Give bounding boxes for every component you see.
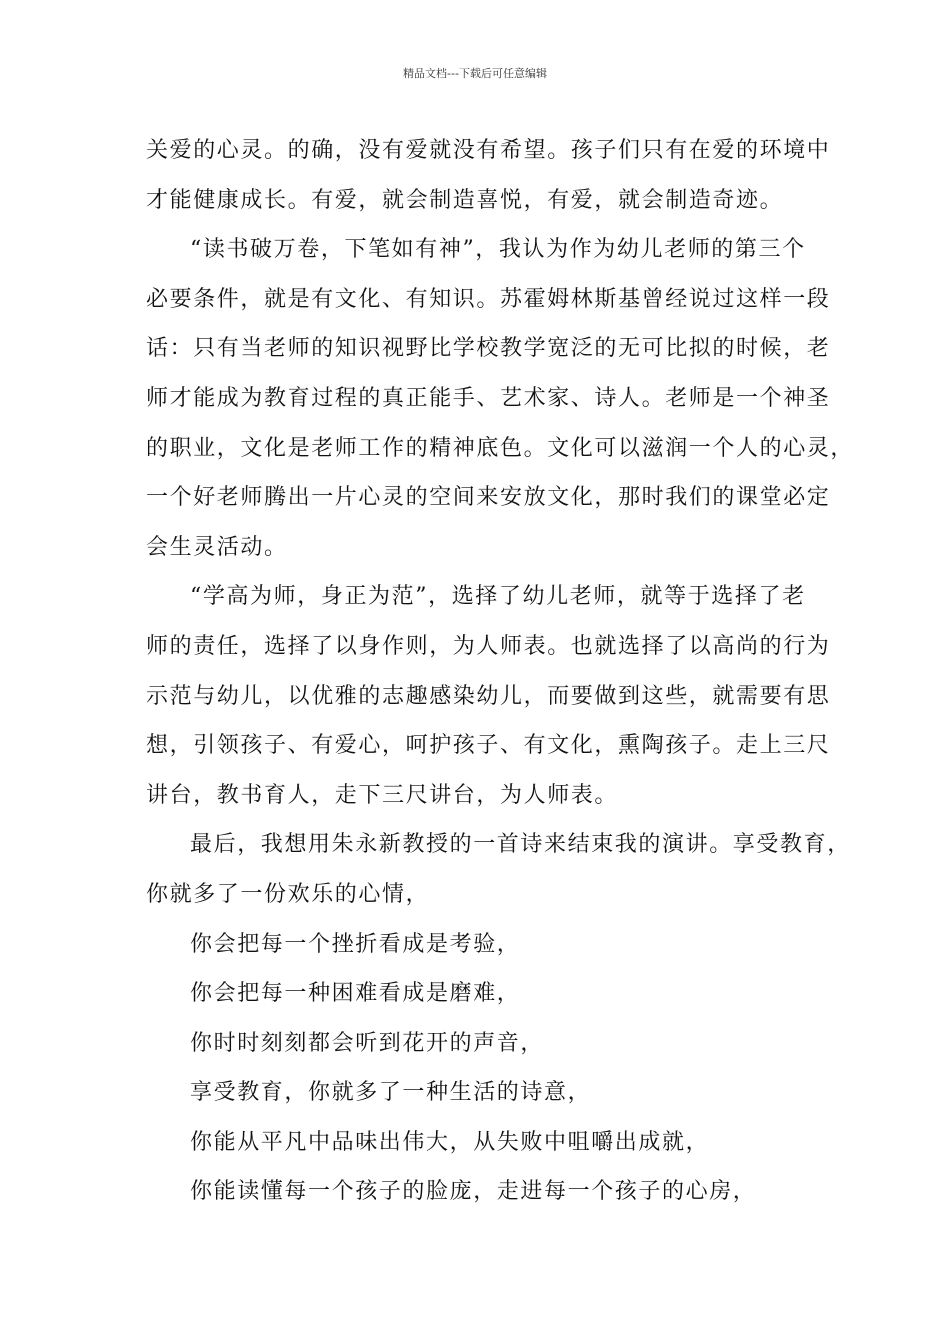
text-line: 想，引领孩子、有爱心，呵护孩子、有文化，熏陶孩子。走上三尺 [146,733,831,759]
text-line: 关爱的心灵。的确，没有爱就没有希望。孩子们只有在爱的环境中 [146,138,831,163]
text-line: 师的责任，选择了以身作则，为人师表。也就选择了以高尚的行为 [146,633,831,659]
page-header: 精品文档---下载后可任意编辑 [403,67,547,80]
poem-line: 你会把每一种困难看成是磨难， [190,981,521,1007]
poem-line: 你会把每一个挫折看成是考验， [190,931,521,957]
text-line: 讲台，教书育人，走下三尺讲台，为人师表。 [146,782,619,808]
text-line: 师才能成为教育过程的真正能手、艺术家、诗人。老师是一个神圣 [146,385,831,411]
poem-line: 你时时刻刻都会听到花开的声音， [190,1030,545,1056]
text-line: 才能健康成长。有爱，就会制造喜悦，有爱，就会制造奇迹。 [146,187,784,213]
poem-line: 你能读懂每一个孩子的脸庞，走进每一个孩子的心房， [190,1179,757,1205]
paragraph-start-line: “学高为师，身正为范”，选择了幼儿老师，就等于选择了老 [190,584,806,610]
text-line: 会生灵活动。 [146,534,288,560]
text-line: 一个好老师腾出一片心灵的空间来安放文化，那时我们的课堂必定 [146,485,831,511]
poem-line: 享受教育，你就多了一种生活的诗意， [190,1080,592,1106]
text-line: 的职业，文化是老师工作的精神底色。文化可以滋润一个人的心灵， [146,435,855,461]
paragraph-start-line: 最后，我想用朱永新教授的一首诗来结束我的演讲。享受教育， [190,832,851,858]
document-body [146,133,855,1224]
text-line: 话：只有当老师的知识视野比学校教学宽泛的无可比拟的时候，老 [146,336,831,362]
text-line: 示范与幼儿，以优雅的志趣感染幼儿，而要做到这些，就需要有思 [146,683,831,709]
paragraph-start-line: “读书破万卷，下笔如有神”，我认为作为幼儿老师的第三个 [190,237,806,263]
text-line: 你就多了一份欢乐的心情， [146,881,430,907]
text-line: 必要条件，就是有文化、有知识。苏霍姆林斯基曾经说过这样一段 [146,286,831,312]
poem-line: 你能从平凡中品味出伟大，从失败中咀嚼出成就， [190,1129,710,1155]
